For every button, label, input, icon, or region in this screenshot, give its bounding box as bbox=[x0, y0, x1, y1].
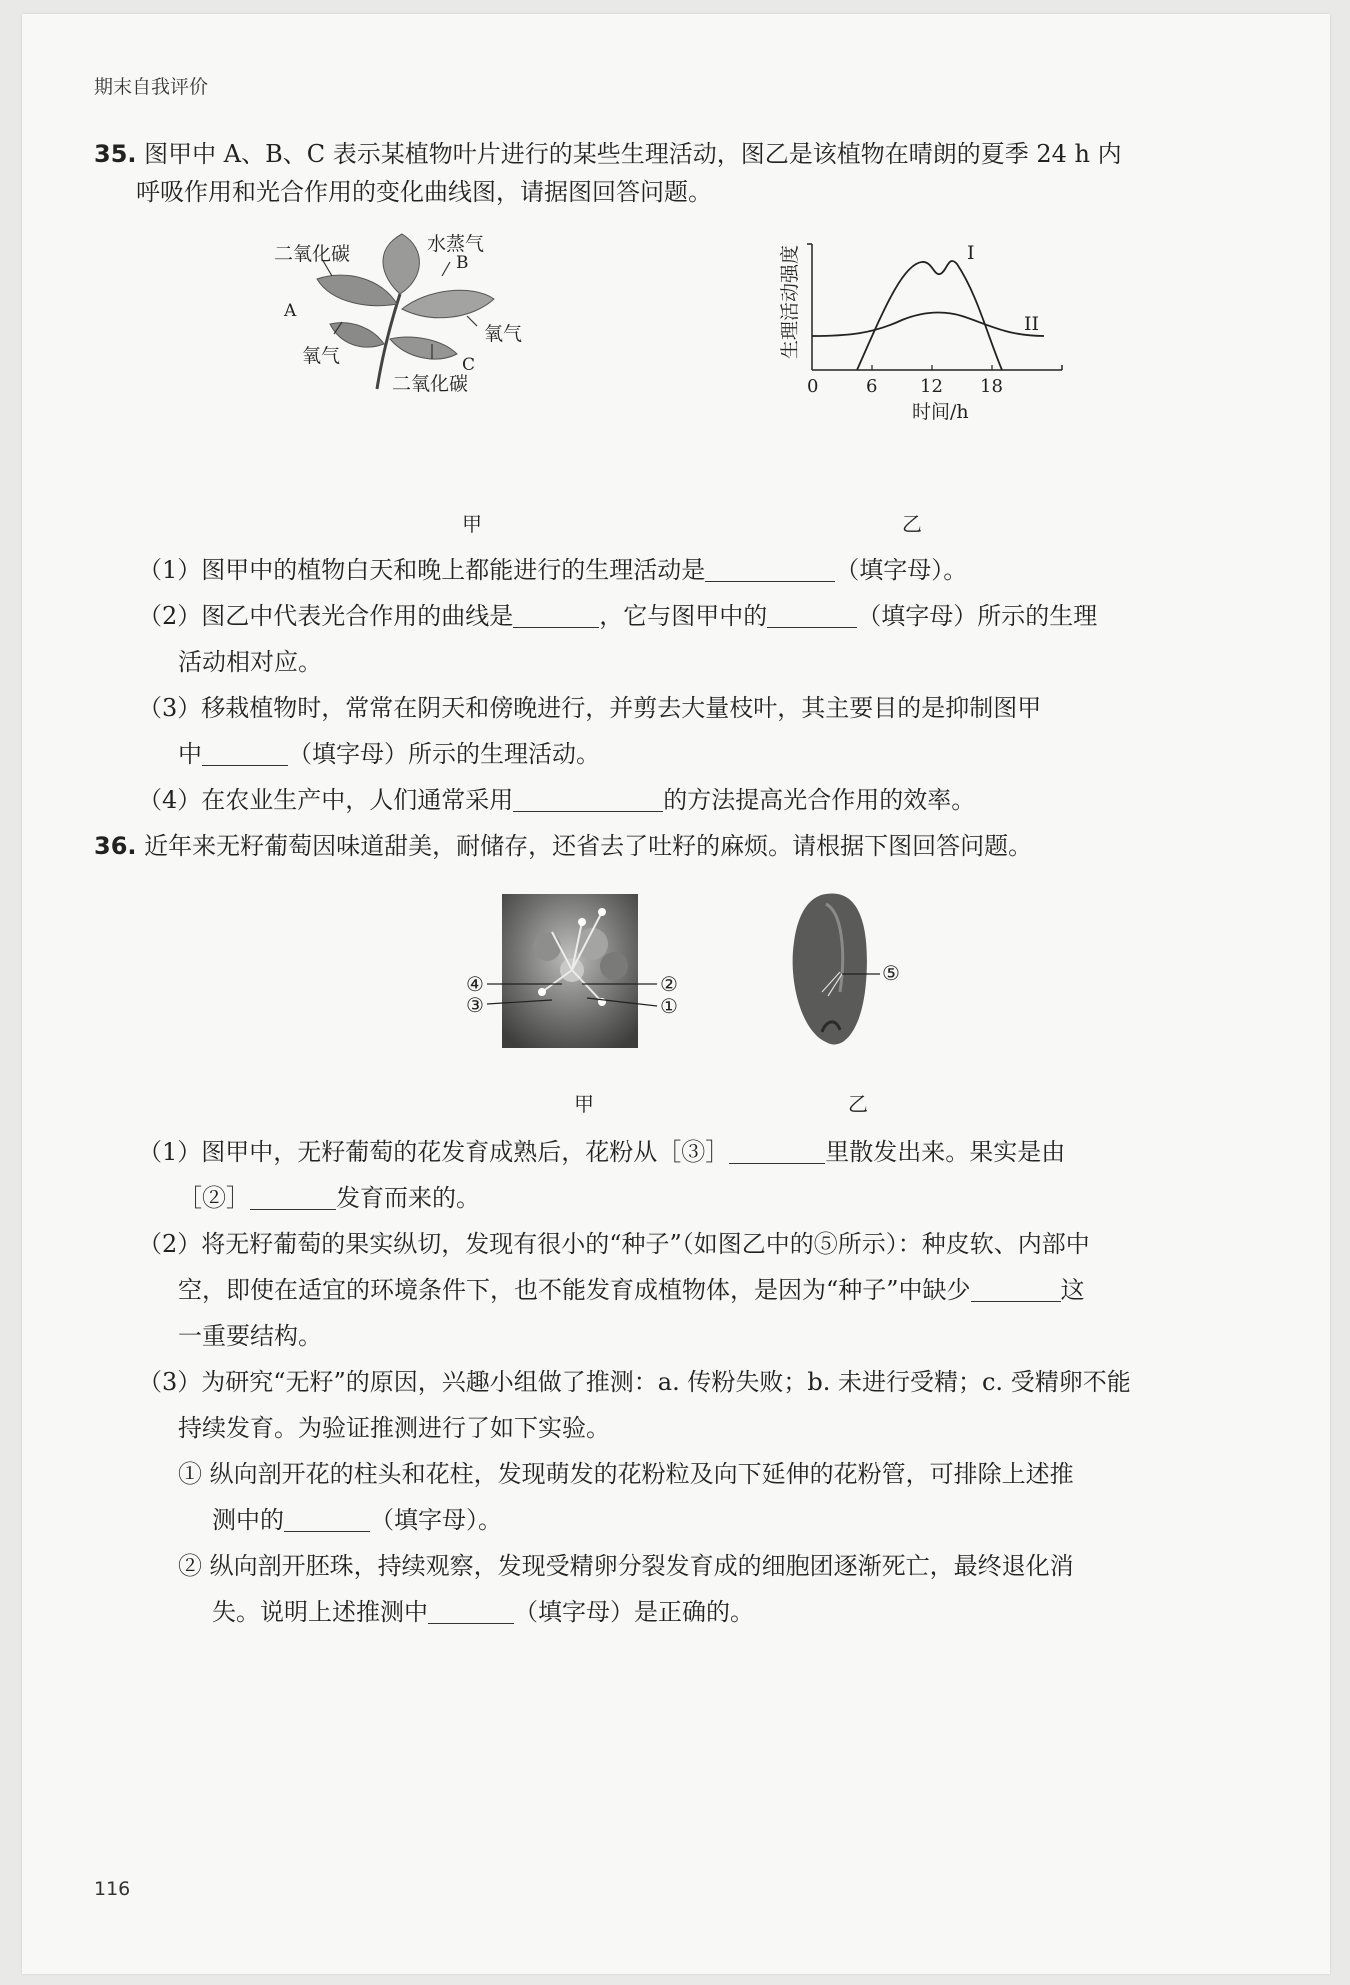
q36-sub3-item1: ① 纵向剖开花的柱头和花柱，发现萌发的花粉粒及向下延伸的花粉管，可排除上述推 bbox=[178, 1460, 1074, 1488]
q35-sub1 bbox=[138, 554, 967, 586]
q35-stem-text1: 图甲中 A、B、C 表示某植物叶片进行的某些生理活动，图乙是该植物在晴朗的夏季 24 h 内 bbox=[144, 140, 1122, 168]
q35-sub1-text: （1）图甲中的植物白天和晚上都能进行的生理活动是 bbox=[138, 556, 706, 584]
q36-sub2: （2）将无籽葡萄的果实纵切，发现有很小的“种子”（如图乙中的⑤所示）：种皮软、内部中 bbox=[138, 1230, 1090, 1258]
q36-sub1 bbox=[138, 1136, 1065, 1168]
answer-blank[interactable] bbox=[513, 601, 599, 628]
page bbox=[22, 14, 1330, 1974]
q36-sub1-bracket: ［②］ bbox=[178, 1184, 250, 1212]
q36-sub1-text: （1）图甲中，无籽葡萄的花发育成熟后，花粉从［③］ bbox=[138, 1138, 730, 1166]
a-label: A bbox=[284, 301, 297, 321]
tick-12: 12 bbox=[920, 376, 943, 397]
q35-sub2-text: （2）图乙中代表光合作用的曲线是 bbox=[138, 602, 514, 630]
q35-stem-line2: 呼吸作用和光合作用的变化曲线图，请据图回答问题。 bbox=[136, 178, 712, 206]
fig35-yi-caption: 乙 bbox=[902, 512, 922, 536]
q35-sub2 bbox=[138, 600, 1097, 632]
q35-sub4-tail: 的方法提高光合作用的效率。 bbox=[663, 786, 976, 814]
q35-number: 35. bbox=[94, 140, 137, 168]
page-number: 116 bbox=[94, 1878, 131, 1900]
seed-figure bbox=[782, 892, 962, 1052]
water-vapor-label: 水蒸气 bbox=[427, 233, 485, 255]
marker-3: ③ bbox=[466, 993, 484, 1017]
q36-sub1-mid: 里散发出来。果实是由 bbox=[825, 1138, 1066, 1166]
q35-sub2-tail: （填字母）所示的生理 bbox=[857, 602, 1098, 630]
q36-sub3-item1-cont bbox=[212, 1504, 502, 1536]
x-axis-label: 时间/h bbox=[912, 401, 969, 423]
answer-blank[interactable] bbox=[729, 1137, 825, 1164]
tick-6: 6 bbox=[866, 376, 878, 397]
flower-photo-figure bbox=[432, 892, 732, 1052]
q36-sub3-cont: 持续发育。为验证推测进行了如下实验。 bbox=[178, 1414, 610, 1442]
co2-top-label: 二氧化碳 bbox=[274, 243, 351, 265]
q36-sub3-item2-tail: （填字母）是正确的。 bbox=[514, 1598, 754, 1626]
o2-left-label: 氧气 bbox=[302, 345, 341, 367]
q35-sub2-mid: ，它与图甲中的 bbox=[599, 602, 768, 630]
q36-sub2-end: 一重要结构。 bbox=[178, 1322, 322, 1350]
tick-0: 0 bbox=[807, 376, 819, 397]
answer-blank[interactable] bbox=[767, 601, 857, 628]
q36-sub3-item1-text: 测中的 bbox=[212, 1506, 284, 1534]
answer-blank[interactable] bbox=[284, 1505, 370, 1532]
marker-5: ⑤ bbox=[882, 961, 900, 985]
q36-sub1-cont bbox=[178, 1182, 480, 1214]
q36-sub3: （3）为研究“无籽”的原因，兴趣小组做了推测：a. 传粉失败；b. 未进行受精；c. 受精卵不能 bbox=[138, 1368, 1131, 1396]
curve2-label: II bbox=[1024, 313, 1040, 335]
c-label: C bbox=[462, 355, 476, 375]
answer-blank[interactable] bbox=[202, 739, 288, 766]
q35-sub3: （3）移栽植物时，常常在阴天和傍晚进行，并剪去大量枝叶，其主要目的是抑制图甲 bbox=[138, 694, 1042, 722]
o2-right-label: 氧气 bbox=[484, 323, 523, 345]
curve1-label: I bbox=[967, 242, 975, 264]
curve-photosynthesis bbox=[857, 261, 1002, 370]
q36-stem-text: 近年来无籽葡萄因味道甜美，耐储存，还省去了吐籽的麻烦。请根据下图回答问题。 bbox=[144, 832, 1033, 860]
leaf-figure bbox=[262, 224, 552, 434]
q36-sub1-tail: 发育而来的。 bbox=[336, 1184, 480, 1212]
answer-blank[interactable] bbox=[705, 555, 835, 582]
q36-sub3-item2: ② 纵向剖开胚珠，持续观察，发现受精卵分裂发育成的细胞团逐渐死亡，最终退化消 bbox=[178, 1552, 1074, 1580]
answer-blank[interactable] bbox=[971, 1275, 1061, 1302]
answer-blank[interactable] bbox=[250, 1183, 336, 1210]
b-label: B bbox=[456, 253, 469, 273]
fig35-jia-caption: 甲 bbox=[462, 512, 482, 536]
answer-blank[interactable] bbox=[513, 785, 663, 812]
q36-sub3-item1-tail: （填字母）。 bbox=[370, 1506, 502, 1534]
fig36-yi-caption: 乙 bbox=[848, 1092, 868, 1116]
q35-sub1-tail: （填字母）。 bbox=[835, 556, 968, 584]
q35-stem-line1 bbox=[94, 138, 1122, 170]
q36-sub3-item2-text: 失。说明上述推测中 bbox=[212, 1598, 428, 1626]
activity-chart bbox=[762, 224, 1092, 424]
answer-blank[interactable] bbox=[428, 1597, 514, 1624]
page-header: 期末自我评价 bbox=[94, 76, 209, 98]
q36-sub2-text: 空，即使在适宜的环境条件下，也不能发育成植物体，是因为“种子”中缺少 bbox=[178, 1276, 971, 1304]
q35-sub3-text: 中 bbox=[178, 740, 202, 768]
marker-1: ① bbox=[660, 994, 678, 1018]
marker-4: ④ bbox=[466, 972, 484, 996]
curve-respiration bbox=[812, 313, 1044, 336]
q36-stem bbox=[94, 830, 1032, 862]
co2-bottom-label: 二氧化碳 bbox=[392, 373, 469, 395]
q35-sub4-text: （4）在农业生产中，人们通常采用 bbox=[138, 786, 514, 814]
q36-sub3-item2-cont bbox=[212, 1596, 754, 1628]
q36-sub2-cont bbox=[178, 1274, 1085, 1306]
tick-18: 18 bbox=[980, 376, 1003, 397]
q35-sub3-tail: （填字母）所示的生理活动。 bbox=[288, 740, 600, 768]
marker-2: ② bbox=[660, 972, 678, 996]
fig36-jia-caption: 甲 bbox=[574, 1092, 594, 1116]
q35-sub3-cont bbox=[178, 738, 600, 770]
y-axis-label: 生理活动强度 bbox=[779, 244, 801, 359]
q35-sub2-cont: 活动相对应。 bbox=[178, 648, 322, 676]
q36-number: 36. bbox=[94, 832, 137, 860]
q36-sub2-tail: 这 bbox=[1060, 1276, 1085, 1304]
q35-sub4 bbox=[138, 784, 975, 816]
